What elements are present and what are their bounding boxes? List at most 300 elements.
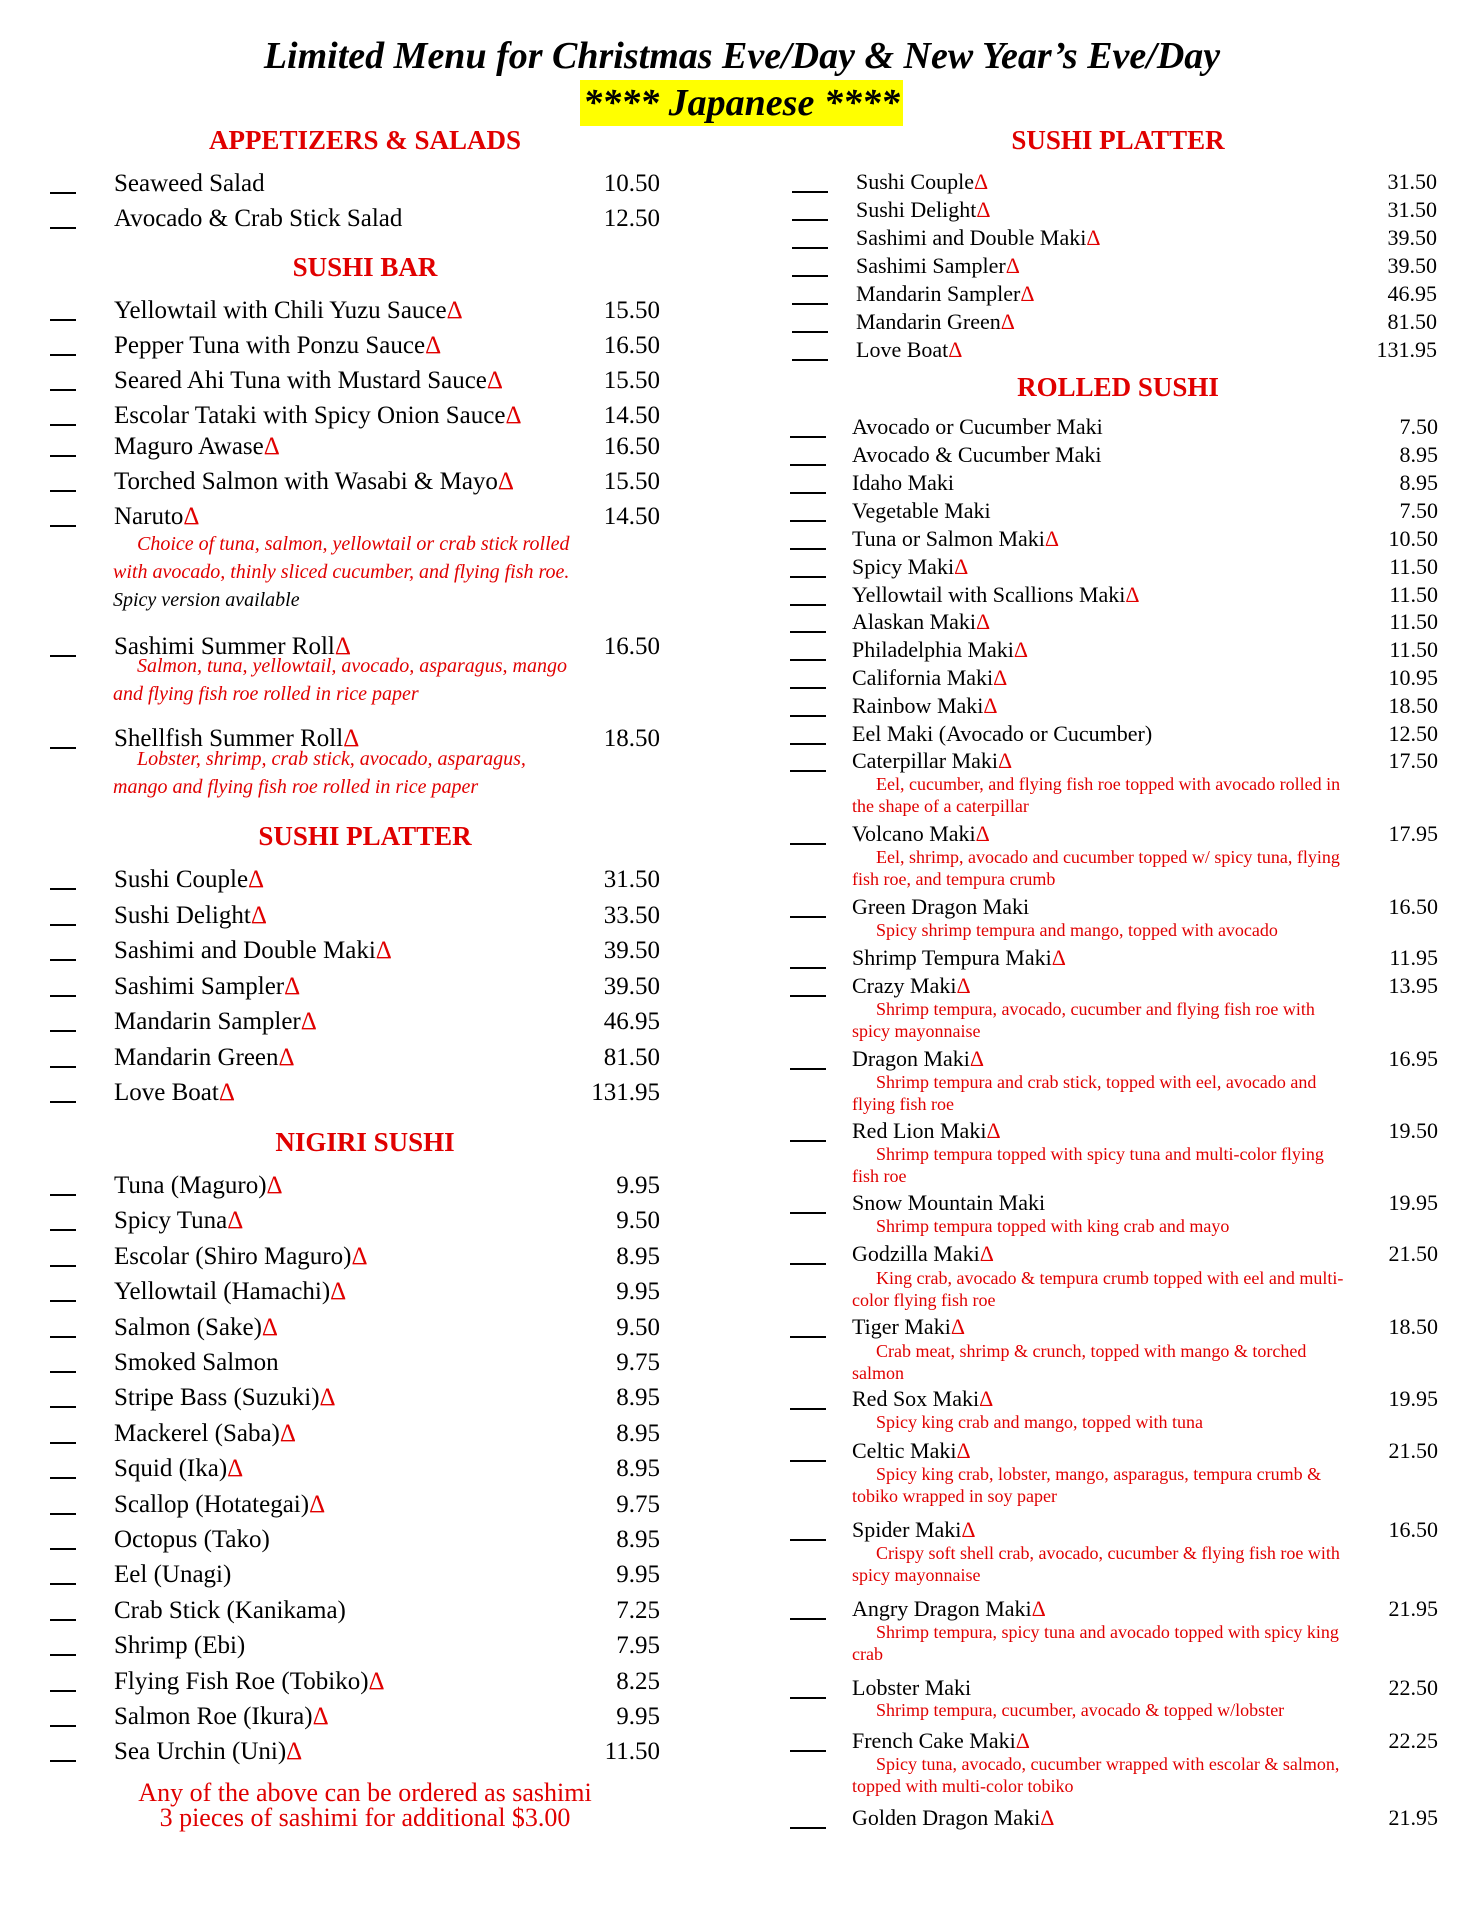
roll-description: Shrimp tempura and crab stick, topped with eel, avocado and flying fish roe (852, 1072, 1317, 1114)
item-name (852, 554, 968, 580)
roll-description: Eel, shrimp, avocado and cucumber topped w/ spicy tuna, flying fish roe, and tempura crumb (852, 847, 1340, 889)
item-name (852, 1728, 1030, 1754)
item-price: 15.50 (603, 297, 660, 324)
menu-item[interactable] (50, 433, 660, 467)
order-blank[interactable] (50, 1194, 76, 1196)
item-name (856, 309, 1015, 335)
delta-icon: Δ (266, 1172, 283, 1199)
item-name (114, 937, 392, 965)
menu-item[interactable] (50, 1632, 660, 1666)
item-name (114, 1207, 243, 1235)
delta-icon: Δ (227, 1207, 244, 1235)
item-name-text: Red Lion Maki (852, 1118, 987, 1143)
item-price: 8.95 (616, 1526, 660, 1553)
menu-item[interactable] (50, 402, 660, 436)
order-blank[interactable] (790, 1140, 826, 1142)
order-blank[interactable] (790, 659, 826, 661)
delta-icon: Δ (1005, 253, 1020, 278)
delta-icon: Δ (1013, 637, 1029, 662)
item-name (852, 821, 990, 847)
delta-icon: Δ (976, 197, 991, 222)
item-price: 131.95 (1376, 337, 1437, 362)
order-blank[interactable] (790, 843, 826, 845)
menu-item[interactable] (50, 1314, 660, 1348)
item-name-text: Naruto (114, 503, 184, 530)
item-name-text: Eel Maki (Avocado or Cucumber) (852, 721, 1153, 746)
item-name (114, 367, 503, 395)
order-blank[interactable] (50, 1760, 76, 1762)
item-name (852, 609, 990, 635)
order-blank[interactable] (50, 1513, 76, 1515)
item-price: 19.95 (1388, 1386, 1438, 1411)
item-name (852, 1118, 1001, 1144)
item-price: 11.50 (1389, 609, 1438, 634)
menu-item[interactable] (50, 1044, 660, 1078)
order-blank[interactable] (790, 520, 826, 522)
item-name-text: Spicy Maki (852, 554, 955, 579)
order-blank[interactable] (50, 1583, 76, 1585)
delta-icon: Δ (330, 1278, 347, 1306)
item-name (114, 1668, 385, 1696)
order-blank[interactable] (50, 525, 76, 527)
delta-icon: Δ (1000, 309, 1015, 334)
order-blank[interactable] (790, 548, 826, 550)
item-price: 9.75 (616, 1349, 660, 1376)
section-title-rolled-sushi: ROLLED SUSHI (1017, 372, 1219, 402)
item-price: 17.50 (1388, 748, 1438, 773)
item-name (856, 225, 1101, 251)
order-blank[interactable] (50, 354, 76, 356)
item-price: 19.50 (1388, 1118, 1438, 1143)
item-name (852, 1805, 1054, 1831)
delta-icon: Δ (1044, 526, 1060, 551)
roll-description: Shrimp tempura, cucumber, avocado & topped w/lobster (876, 1700, 1285, 1720)
order-blank[interactable] (50, 319, 76, 321)
delta-icon: Δ (1031, 1596, 1046, 1621)
section-title-sushi-platter-right: SUSHI PLATTER (1011, 125, 1225, 155)
item-name-text: Mandarin Green (114, 1043, 279, 1071)
order-blank[interactable] (50, 490, 76, 492)
item-name (856, 169, 988, 195)
order-blank[interactable] (50, 655, 76, 657)
menu-item[interactable] (50, 297, 660, 331)
menu-item[interactable] (50, 1455, 660, 1489)
order-blank[interactable] (50, 1030, 76, 1032)
item-price: 15.50 (603, 367, 660, 394)
item-price: 10.50 (1388, 526, 1438, 551)
order-blank[interactable] (50, 1101, 76, 1103)
item-name (852, 748, 1012, 774)
delta-icon: Δ (1040, 1805, 1055, 1830)
roll-description: Spicy shrimp tempura and mango, topped with avocado (876, 920, 1278, 940)
menu-item[interactable] (50, 367, 660, 401)
item-name (114, 1738, 302, 1766)
order-blank[interactable] (790, 464, 826, 466)
item-name (114, 468, 514, 496)
delta-icon: Δ (425, 332, 442, 359)
item-price: 9.75 (616, 1490, 660, 1518)
item-name (852, 665, 1007, 691)
roll-description: Shrimp tempura topped with king crab and mayo (876, 1216, 1230, 1236)
item-name-text: Yellowtail with Scallions Maki (852, 582, 1126, 607)
order-blank[interactable] (50, 1300, 76, 1302)
item-price: 10.50 (603, 170, 660, 197)
item-name-text: Octopus (Tako) (114, 1526, 270, 1553)
menu-item[interactable] (50, 1278, 660, 1312)
order-blank[interactable] (50, 888, 76, 890)
order-blank[interactable] (50, 192, 76, 194)
delta-icon: Δ (261, 1313, 278, 1341)
item-name (114, 1044, 295, 1072)
item-name-text: Tuna or Salmon Maki (852, 526, 1045, 551)
delta-icon: Δ (979, 1386, 994, 1411)
delta-icon: Δ (1125, 582, 1140, 607)
item-name-text: Sashimi and Double Maki (114, 937, 376, 964)
delta-icon: Δ (312, 1703, 329, 1730)
roll-description: Crab meat, shrimp & crunch, topped with mango & torched salmon (852, 1341, 1307, 1383)
item-price: 31.50 (1387, 169, 1437, 194)
order-blank[interactable] (50, 424, 76, 426)
item-name (852, 582, 1140, 608)
item-name (856, 253, 1020, 279)
section-title-sushi-platter-left: SUSHI PLATTER (258, 821, 472, 851)
menu-item[interactable] (50, 170, 660, 204)
item-price: 21.95 (1388, 1596, 1438, 1621)
order-blank[interactable] (792, 219, 828, 221)
item-name-text: Love Boat (114, 1079, 219, 1106)
item-name-text: Mackerel (Saba) (114, 1419, 280, 1447)
order-blank[interactable] (50, 995, 76, 997)
order-blank[interactable] (790, 631, 826, 633)
item-price: 7.50 (1399, 414, 1438, 439)
menu-item[interactable] (50, 937, 660, 971)
sashimi-note: Any of the above can be ordered as sashimi (138, 1778, 592, 1807)
menu-item[interactable] (50, 1349, 660, 1383)
item-price: 14.50 (603, 402, 660, 429)
menu-item[interactable] (50, 1738, 660, 1772)
order-blank[interactable] (790, 687, 826, 689)
item-price: 11.50 (1389, 637, 1438, 662)
item-name-text: Sushi Couple (114, 866, 249, 893)
delta-icon: Δ (286, 1738, 303, 1766)
item-price: 8.95 (616, 1384, 660, 1412)
section-title-appetizers: APPETIZERS & SALADS (208, 125, 522, 155)
item-name (114, 170, 265, 198)
delta-icon: Δ (446, 297, 463, 324)
item-name (114, 902, 267, 930)
menu-title: Limited Menu for Christmas Eve/Day & New Year’s Eve/Day (263, 35, 1221, 77)
order-blank[interactable] (790, 1618, 826, 1620)
menu-item[interactable] (50, 1172, 660, 1206)
menu-item[interactable] (50, 1491, 660, 1525)
menu-item[interactable] (50, 973, 660, 1007)
item-price: 7.95 (616, 1632, 660, 1660)
delta-icon: Δ (956, 973, 971, 998)
delta-icon: Δ (975, 821, 990, 846)
item-price: 16.95 (1388, 1046, 1438, 1071)
order-blank[interactable] (790, 1068, 826, 1070)
order-blank[interactable] (790, 995, 826, 997)
order-blank[interactable] (790, 492, 826, 494)
item-price: 131.95 (591, 1079, 660, 1106)
item-name (114, 1384, 336, 1412)
order-blank[interactable] (790, 1697, 826, 1699)
item-name (852, 894, 1029, 920)
item-name-text: Maguro Awase (114, 433, 264, 460)
delta-icon: Δ (486, 367, 503, 394)
delta-icon: Δ (278, 1043, 295, 1071)
order-blank[interactable] (50, 227, 76, 229)
order-blank[interactable] (790, 967, 826, 969)
item-name-text: Torched Salmon with Wasabi & Mayo (114, 468, 498, 495)
item-name-text: Escolar Tataki with Spicy Onion Sauce (114, 402, 506, 429)
item-price: 9.95 (616, 1561, 660, 1589)
item-price: 16.50 (603, 332, 660, 359)
item-name-text: Idaho Maki (852, 470, 955, 495)
item-name-text: Salmon Roe (Ikura) (114, 1703, 313, 1730)
order-blank[interactable] (50, 1066, 76, 1068)
delta-icon: Δ (956, 1438, 971, 1463)
item-price: 11.50 (604, 1738, 660, 1766)
menu-item[interactable] (50, 1243, 660, 1277)
order-blank[interactable] (790, 1460, 826, 1462)
item-price: 13.95 (1388, 973, 1438, 998)
section-title-sushi-bar: SUSHI BAR (292, 252, 438, 282)
section-title-nigiri: NIGIRI SUSHI (275, 1127, 455, 1157)
delta-icon: Δ (986, 1118, 1001, 1143)
item-name (114, 1703, 329, 1731)
delta-icon: Δ (1015, 1728, 1030, 1753)
roll-description: Spicy king crab and mango, topped with tuna (876, 1412, 1203, 1432)
item-price: 9.50 (616, 1313, 660, 1341)
order-blank[interactable] (50, 924, 76, 926)
item-name (852, 637, 1028, 663)
item-name-text: Mandarin Sampler (114, 1008, 301, 1035)
order-blank[interactable] (50, 1336, 76, 1338)
delta-icon: Δ (334, 633, 351, 660)
item-price: 81.50 (1387, 309, 1437, 334)
order-blank[interactable] (50, 1619, 76, 1621)
order-blank[interactable] (50, 389, 76, 391)
item-name (852, 1386, 993, 1412)
item-name (852, 721, 1152, 747)
item-name-text: Crazy Maki (852, 973, 957, 998)
item-name-text: Mandarin Sampler (856, 281, 1021, 306)
item-price: 12.50 (1388, 721, 1438, 746)
item-name (114, 503, 200, 531)
menu-item[interactable] (50, 1526, 660, 1560)
item-name (114, 297, 463, 325)
order-blank[interactable] (50, 1690, 76, 1692)
item-price: 8.25 (616, 1667, 660, 1695)
item-price: 18.50 (1388, 1314, 1438, 1339)
roll-description: Spicy king crab, lobster, mango, asparagus, tempura crumb & tobiko wrapped in soy paper (852, 1464, 1322, 1506)
item-name-text: Avocado & Crab Stick Salad (114, 205, 403, 232)
item-price: 16.50 (603, 633, 660, 660)
item-name (114, 1491, 325, 1519)
order-blank[interactable] (50, 1229, 76, 1231)
item-price: 39.50 (1387, 225, 1437, 250)
menu-item[interactable] (50, 1420, 660, 1454)
order-blank[interactable] (790, 1336, 826, 1338)
order-blank[interactable] (792, 331, 828, 333)
item-name (114, 1008, 317, 1036)
menu-item[interactable] (50, 1668, 660, 1702)
order-blank[interactable] (790, 743, 826, 745)
item-name (852, 1675, 971, 1701)
order-blank[interactable] (790, 715, 826, 717)
item-price: 7.50 (1399, 498, 1438, 523)
order-blank[interactable] (50, 1406, 76, 1408)
item-price: 46.95 (1387, 281, 1437, 306)
menu-item[interactable] (50, 468, 660, 502)
delta-icon: Δ (998, 748, 1013, 773)
item-name-text: Snow Mountain Maki (852, 1190, 1046, 1215)
roll-description: King crab, avocado & tempura crumb topped with eel and multi-color flying fish roe (852, 1268, 1344, 1310)
order-blank[interactable] (790, 576, 826, 578)
item-price: 31.50 (1387, 197, 1437, 222)
item-name-text: Golden Dragon Maki (852, 1805, 1041, 1830)
item-name-text: Seaweed Salad (114, 170, 265, 197)
menu-item[interactable] (50, 205, 660, 239)
order-blank[interactable] (50, 1725, 76, 1727)
item-name-text: Avocado or Cucumber Maki (852, 414, 1103, 439)
delta-icon: Δ (284, 972, 301, 1000)
item-name-text: Mandarin Green (856, 309, 1001, 334)
item-price: 8.95 (616, 1455, 660, 1483)
item-name (852, 526, 1059, 552)
order-blank[interactable] (790, 1408, 826, 1410)
item-name (852, 973, 971, 999)
item-name (852, 1596, 1046, 1622)
order-blank[interactable] (790, 1212, 826, 1214)
item-price: 18.50 (603, 725, 660, 752)
item-name (856, 337, 962, 363)
menu-item[interactable] (50, 1703, 660, 1737)
delta-icon: Δ (319, 1384, 336, 1412)
order-blank[interactable] (790, 1539, 826, 1541)
order-blank[interactable] (50, 747, 76, 749)
delta-icon: Δ (1086, 225, 1101, 250)
item-name-text: Flying Fish Roe (Tobiko) (114, 1667, 369, 1695)
item-name-text: Shellfish Summer Roll (114, 725, 344, 752)
item-price: 9.95 (616, 1172, 660, 1199)
item-price: 18.50 (1388, 693, 1438, 718)
menu-item[interactable] (792, 337, 1437, 371)
order-blank[interactable] (50, 1477, 76, 1479)
item-name-text: Pepper Tuna with Ponzu Sauce (114, 332, 426, 359)
menu-item[interactable] (50, 332, 660, 366)
item-price: 17.95 (1388, 821, 1438, 846)
order-blank[interactable] (792, 191, 828, 193)
item-name-text: Green Dragon Maki (852, 894, 1030, 919)
naruto-description: Choice of tuna, salmon, yellowtail or crab stick rolled with avocado, thinly sliced cucumber, and flying fish roe. Spicy version available (113, 533, 570, 611)
order-blank[interactable] (50, 1265, 76, 1267)
item-name (114, 1597, 346, 1625)
item-name-text: Eel (Unagi) (114, 1561, 232, 1589)
menu-item[interactable] (50, 1597, 660, 1631)
item-name-text: California Maki (852, 665, 994, 690)
item-name-text: Scallop (Hotategai) (114, 1490, 310, 1518)
menu-item[interactable] (50, 902, 660, 936)
menu-item[interactable] (50, 1207, 660, 1241)
item-price: 31.50 (603, 866, 660, 893)
order-blank[interactable] (790, 604, 826, 606)
item-name-text: Shrimp Tempura Maki (852, 945, 1052, 970)
item-name-text: Alaskan Maki (852, 609, 977, 634)
item-price: 8.95 (616, 1419, 660, 1447)
item-price: 16.50 (603, 433, 660, 460)
delta-icon: Δ (505, 402, 522, 429)
item-price: 16.50 (1388, 1517, 1438, 1542)
item-name-text: Volcano Maki (852, 821, 976, 846)
menu-item[interactable] (50, 1561, 660, 1595)
item-name-text: Spicy Tuna (114, 1207, 228, 1235)
order-blank[interactable] (792, 303, 828, 305)
item-name-text: Sushi Delight (856, 197, 977, 222)
order-blank[interactable] (790, 916, 826, 918)
item-name-text: Seared Ahi Tuna with Mustard Sauce (114, 367, 487, 394)
order-blank[interactable] (790, 770, 826, 772)
item-name (852, 442, 1101, 468)
delta-icon: Δ (976, 609, 991, 634)
item-price: 9.50 (616, 1207, 660, 1235)
menu-item[interactable] (50, 1079, 660, 1113)
item-name-text: Caterpillar Maki (852, 748, 999, 773)
delta-icon: Δ (300, 1008, 317, 1035)
order-blank[interactable] (50, 1371, 76, 1373)
item-name-text: Yellowtail (Hamachi) (114, 1278, 331, 1306)
order-blank[interactable] (50, 455, 76, 457)
order-blank[interactable] (50, 1442, 76, 1444)
order-blank[interactable] (790, 436, 826, 438)
item-name (852, 1314, 965, 1340)
delta-icon: Δ (218, 1079, 235, 1106)
delta-icon: Δ (969, 1046, 985, 1071)
item-name-text: Sushi Couple (856, 169, 974, 194)
menu-item[interactable] (50, 866, 660, 900)
menu-item[interactable] (50, 1008, 660, 1042)
delta-icon: Δ (309, 1490, 326, 1518)
roll-description: Shrimp tempura, avocado, cucumber and flying fish roe with spicy mayonnaise (852, 999, 1315, 1041)
order-blank[interactable] (790, 1827, 826, 1829)
order-blank[interactable] (790, 1750, 826, 1752)
item-name-text: Sashimi Sampler (114, 972, 285, 1000)
delta-icon: Δ (497, 468, 514, 495)
item-name-text: Salmon (Sake) (114, 1313, 262, 1341)
item-price: 10.95 (1388, 665, 1438, 690)
order-blank[interactable] (50, 1654, 76, 1656)
order-blank[interactable] (50, 959, 76, 961)
menu-item[interactable] (790, 1805, 1438, 1839)
item-name-text: Love Boat (856, 337, 949, 362)
menu-item[interactable] (50, 1384, 660, 1418)
delta-icon: Δ (961, 1517, 976, 1542)
item-name-text: Avocado & Cucumber Maki (852, 442, 1102, 467)
item-name (852, 498, 991, 524)
delta-icon: Δ (248, 866, 265, 893)
item-name-text: Sashimi and Double Maki (856, 225, 1087, 250)
order-blank[interactable] (792, 359, 828, 361)
order-blank[interactable] (792, 275, 828, 277)
order-blank[interactable] (792, 247, 828, 249)
item-name-text: Red Sox Maki (852, 1386, 980, 1411)
order-blank[interactable] (790, 1263, 826, 1265)
order-blank[interactable] (50, 1548, 76, 1550)
item-price: 7.25 (616, 1596, 660, 1624)
item-name-text: Lobster Maki (852, 1675, 972, 1700)
item-price: 22.25 (1388, 1728, 1438, 1753)
